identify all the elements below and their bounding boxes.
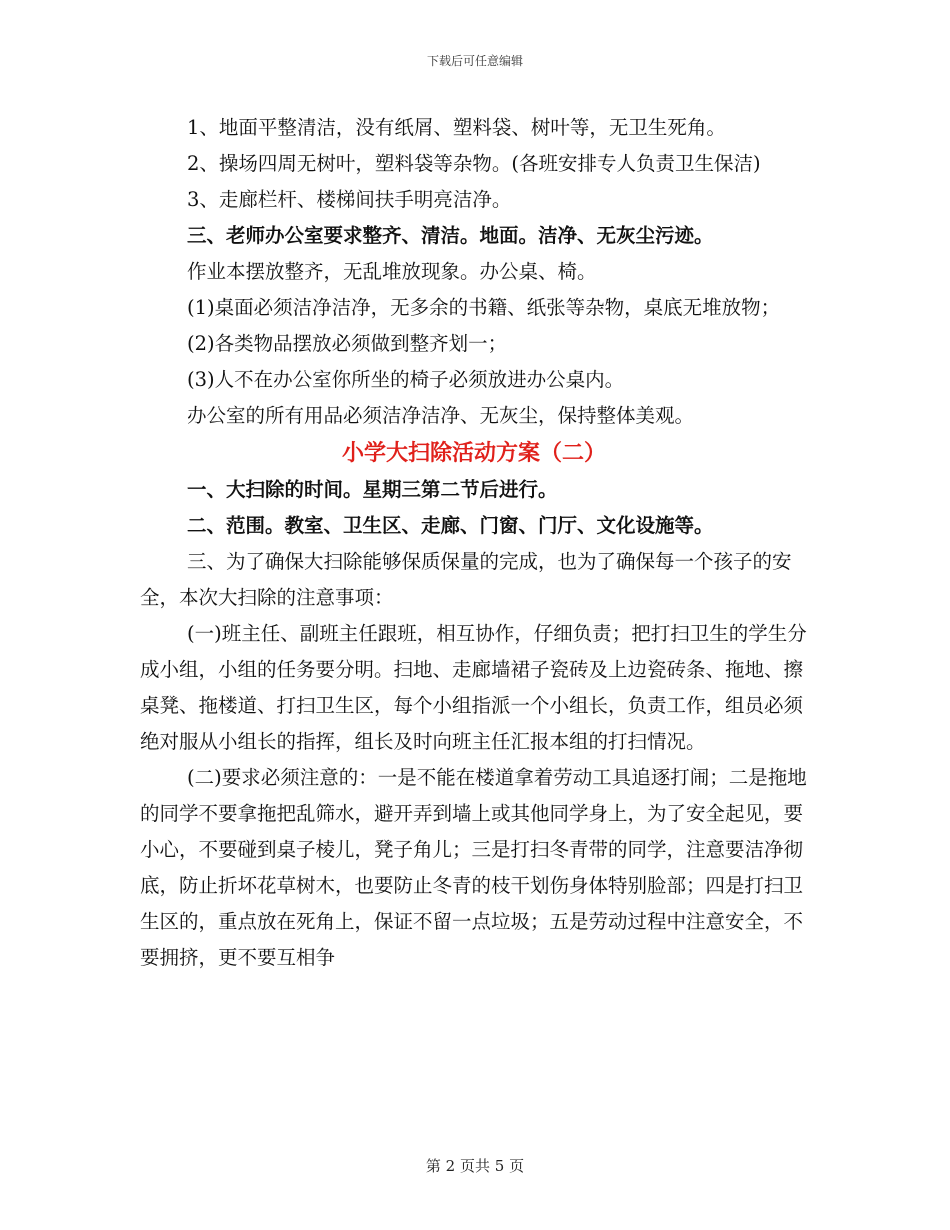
paragraph: 一、大扫除的时间。星期三第二节后进行。 [187,478,558,501]
paragraph: 2、操场四周无树叶，塑料袋等杂物。(各班安排专人负责卫生保洁) [187,152,761,175]
page-header: 下载后可任意编辑 [426,54,523,68]
top-paragraphs [140,110,808,434]
paragraph: 二、范围。教室、卫生区、走廊、门窗、门厅、文化设施等。 [187,514,714,537]
paragraph: 办公室的所有用品必须洁净洁净、无灰尘，保持整体美观。 [187,404,695,427]
paragraph: (3)人不在办公室你所坐的椅子必须放进办公桌内。 [187,368,625,391]
paragraph: 1、地面平整清洁，没有纸屑、塑料袋、树叶等，无卫生死角。 [187,116,726,139]
document-body [140,110,808,976]
paragraph: (2)各类物品摆放必须做到整齐划一； [187,332,508,355]
page-footer: 第 2 页共 5 页 [425,1157,525,1175]
paragraph: 作业本摆放整齐，无乱堆放现象。办公桌、椅。 [187,260,597,283]
paragraph: (1)桌面必须洁净洁净，无多余的书籍、纸张等杂物，桌底无堆放物； [187,296,781,319]
paragraph: (二)要求必须注意的：一是不能在楼道拿着劳动工具追逐打闹；二是拖地的同学不要拿拖把乱筛水，避开弄到墙上或其他同学身上，为了安全起见，要小心，不要碰到桌子棱儿，凳子角儿；三是打扫冬青带的同学，注意要洁净彻底，防止折坏花草树木，也要防止冬青的枝干划伤身体特别脸部；四是打扫卫生区的，重点放在死角上，保证不留一点垃圾；五是劳动过程中注意安全，不要拥挤，更不要互相争 [140,766,807,969]
section-title: 小学大扫除活动方案（二） [341,440,606,466]
paragraph: 3、走廊栏杆、楼梯间扶手明亮洁净。 [187,188,512,211]
paragraph: 三、为了确保大扫除能够保质保量的完成，也为了确保每一个孩子的安全，本次大扫除的注意事项： [140,550,792,609]
paragraph: (一)班主任、副班主任跟班，相互协作，仔细负责；把打扫卫生的学生分成小组，小组的任务要分明。扫地、走廊墙裙子瓷砖及上边瓷砖条、拖地、擦桌凳、拖楼道、打扫卫生区，每个小组指派一个小组长，负责工作，组员必须绝对服从小组长的指挥，组长及时向班主任汇报本组的打扫情况。 [140,622,807,753]
bottom-paragraphs [140,472,808,976]
paragraph: 三、老师办公室要求整齐、清洁。地面。洁净、无灰尘污迹。 [187,224,714,247]
